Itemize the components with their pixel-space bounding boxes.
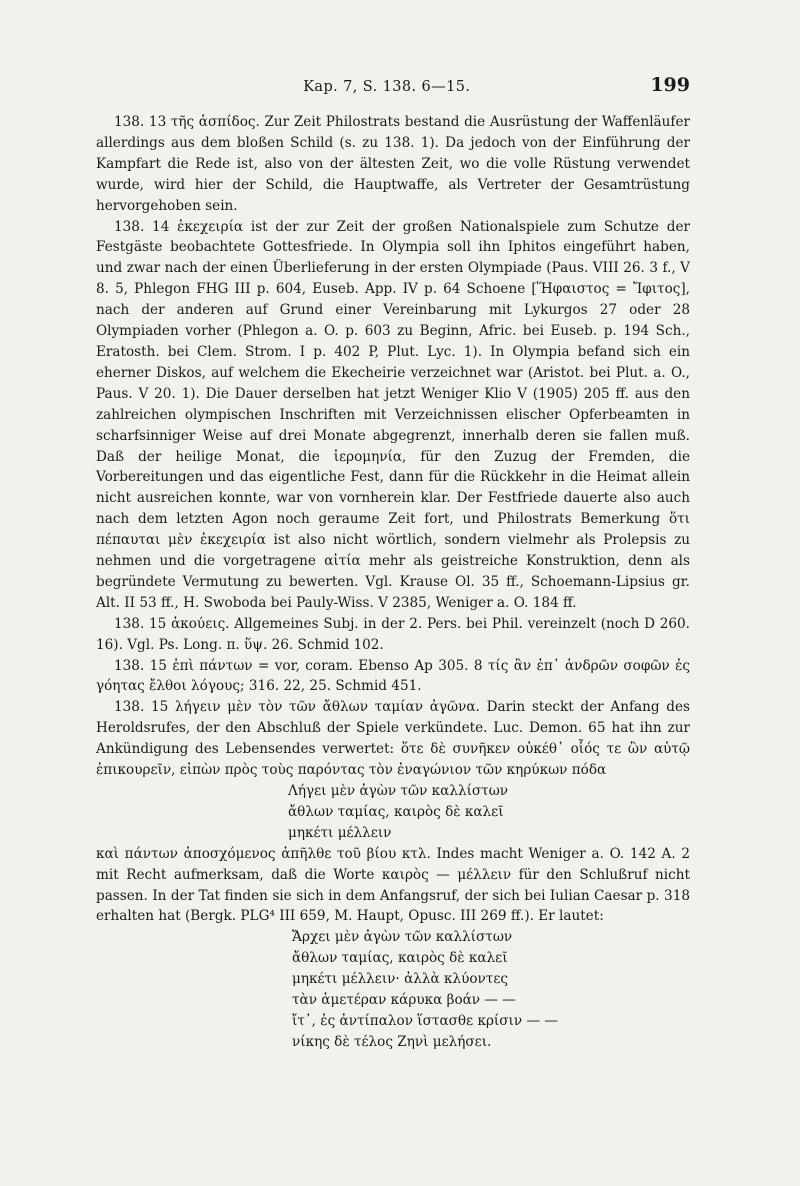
herald-verse-start [96,927,690,1052]
commentary-body [96,112,690,1053]
verse-line: ἴτ᾿, ἐς ἀντίπαλον ἵστασθε κρίσιν — — [292,1012,558,1029]
note-138-14: 138. 14 ἐκεχειρία ist der zur Zeit der großen Nationalspiele zum Schutze der Festgäste beobachtete Gottesfriede. In Olympia soll ihn Iphitos eingeführt haben, und zwar nach der einen Überlieferung in der ersten Olympiade (Paus. VIII 26. 3 f., V 8. 5, Phlegon FHG III p. 604, Euseb. App. IV p. 64 Schoene [Ἥφαιστος = Ἴφιτος], nach der anderen auf Grund einer Vereinbarung mit Lykurgos 27 oder 28 Olympiaden vorher (Phlegon a. O. p. 603 zu Beginn, Afric. bei Euseb. p. 194 Sch., Eratosth. bei Clem. Strom. I p. 402 P, Plut. Lyc. 1). In Olympia befand sich ein eherner Diskos, auf welchem die Ekecheirie verzeichnet war (Aristot. bei Plut. a. O., Paus. V 20. 1). Die Dauer derselben hat jetzt Weniger Klio V (1905) 205 ff. aus den zahlreichen olympischen Inschriften mit Verzeichnissen elischer Opferbeamten in scharfsinniger Weise auf drei Monate abgegrenzt, innerhalb deren sie fallen muß. Daß der heilige Monat, die ἱερομηνία, für den Zuzug der Fremden, die Vorbereitungen und das eigentliche Fest, dann für die Rückkehr in die Heimat allein nicht ausreichen konnte, war von vornherein klar. Der Festfriede dauerte also auch nach dem letzten Agon noch geraume Zeit fort, und Philostrats Bemerkung ὅτι πέπαυται μὲν ἐκεχειρία ist also nicht wörtlich, sondern vielmehr als Prolepsis zu nehmen und die vorgetragene αἰτία mehr als geistreiche Konstruktion, denn als begründete Vermutung zu bewerten. Vgl. Krause Ol. 35 ff., Schoemann-Lipsius gr. Alt. II 53 ff., H. Swoboda bei Pauly-Wiss. V 2385, Weniger a. O. 184 ff. [96,218,690,611]
note-138-15-akoueis: 138. 15 ἀκούεις. Allgemeines Subj. in der 2. Pers. bei Phil. vereinzelt (noch D 260. 16). Vgl. Ps. Long. π. ὕψ. 26. Schmid 102. [96,615,690,653]
verse-line: τὰν ἁμετέραν κάρυκα βοάν — — [292,992,516,1009]
note-138-15-epi-panton: 138. 15 ἐπὶ πάντων = vor, coram. Ebenso Ap 305. 8 τίς ἂν ἐπ᾿ ἀνδρῶν σοφῶν ἐς γόητας ἔλθοι λόγους; 316. 22, 25. Schmid 451. [96,657,690,695]
verse-line: ἄθλων ταμίας, καιρὸς δὲ καλεῖ [288,803,504,820]
verse-line: μηκέτι μέλλειν· ἀλλὰ κλύοντες [292,971,508,988]
verse-line: Ἄρχει μὲν ἀγὼν τῶν καλλίστων [292,929,513,946]
verse-line: Λήγει μὲν ἀγὼν τῶν καλλίστων [288,783,509,799]
verse-line: μηκέτι μέλλειν [288,824,392,841]
note-138-15-legein: 138. 15 λήγειν μὲν τὸν τῶν ἄθλων ταμίαν ἀγῶνα. Darin steckt der Anfang des Heroldsrufes, der den Abschluß der Spiele verkündete. Luc. Demon. 65 hat ihn zur Ankündigung des Lebensendes verwertet: ὅτε δὲ συνῆκεν οὐκέθ᾿ οἷός τε ὢν αὑτῷ ἐπικουρεῖν, εἰπὼν πρὸς τοὺς παρόντας τὸν ἐναγώνιον τῶν κηρύκων πόδα [96,699,690,779]
note-138-13: 138. 13 τῆς ἀσπίδος. Zur Zeit Philostrats bestand die Ausrüstung der Waffenläufer allerdings aus dem bloßen Schild (s. zu 138. 1). Da jedoch von der Einführung der Kampfart die Rede ist, also von der ältesten Zeit, wo die volle Rüstung verwendet wurde, wird hier der Schild, die Hauptwaffe, als Vertreter der Gesamtrüstung hervorgehoben sein. [96,114,690,214]
herald-verse-end [96,781,690,844]
running-head [96,74,690,100]
note-138-15-continuation: καὶ πάντων ἀποσχόμενος ἀπῆλθε τοῦ βίου κτλ. Indes macht Weniger a. O. 142 A. 2 mit Recht aufmerksam, daß die Worte καιρὸς — μέλλειν für den Schlußruf nicht passen. In der Tat finden sie sich in dem Anfangsruf, der sich bei Iulian Caesar p. 318 erhalten hat (Bergk. PLG⁴ III 659, M. Haupt, Opusc. III 269 ff.). Er lautet: [96,845,690,925]
page-number: 199 [650,74,690,96]
verse-line: νίκης δὲ τέλος Ζηνὶ μελήσει. [292,1033,492,1050]
verse-line: ἄθλων ταμίας, καιρὸς δὲ καλεῖ [292,950,508,967]
running-title: Kap. 7, S. 138. 6—15. [303,79,471,95]
